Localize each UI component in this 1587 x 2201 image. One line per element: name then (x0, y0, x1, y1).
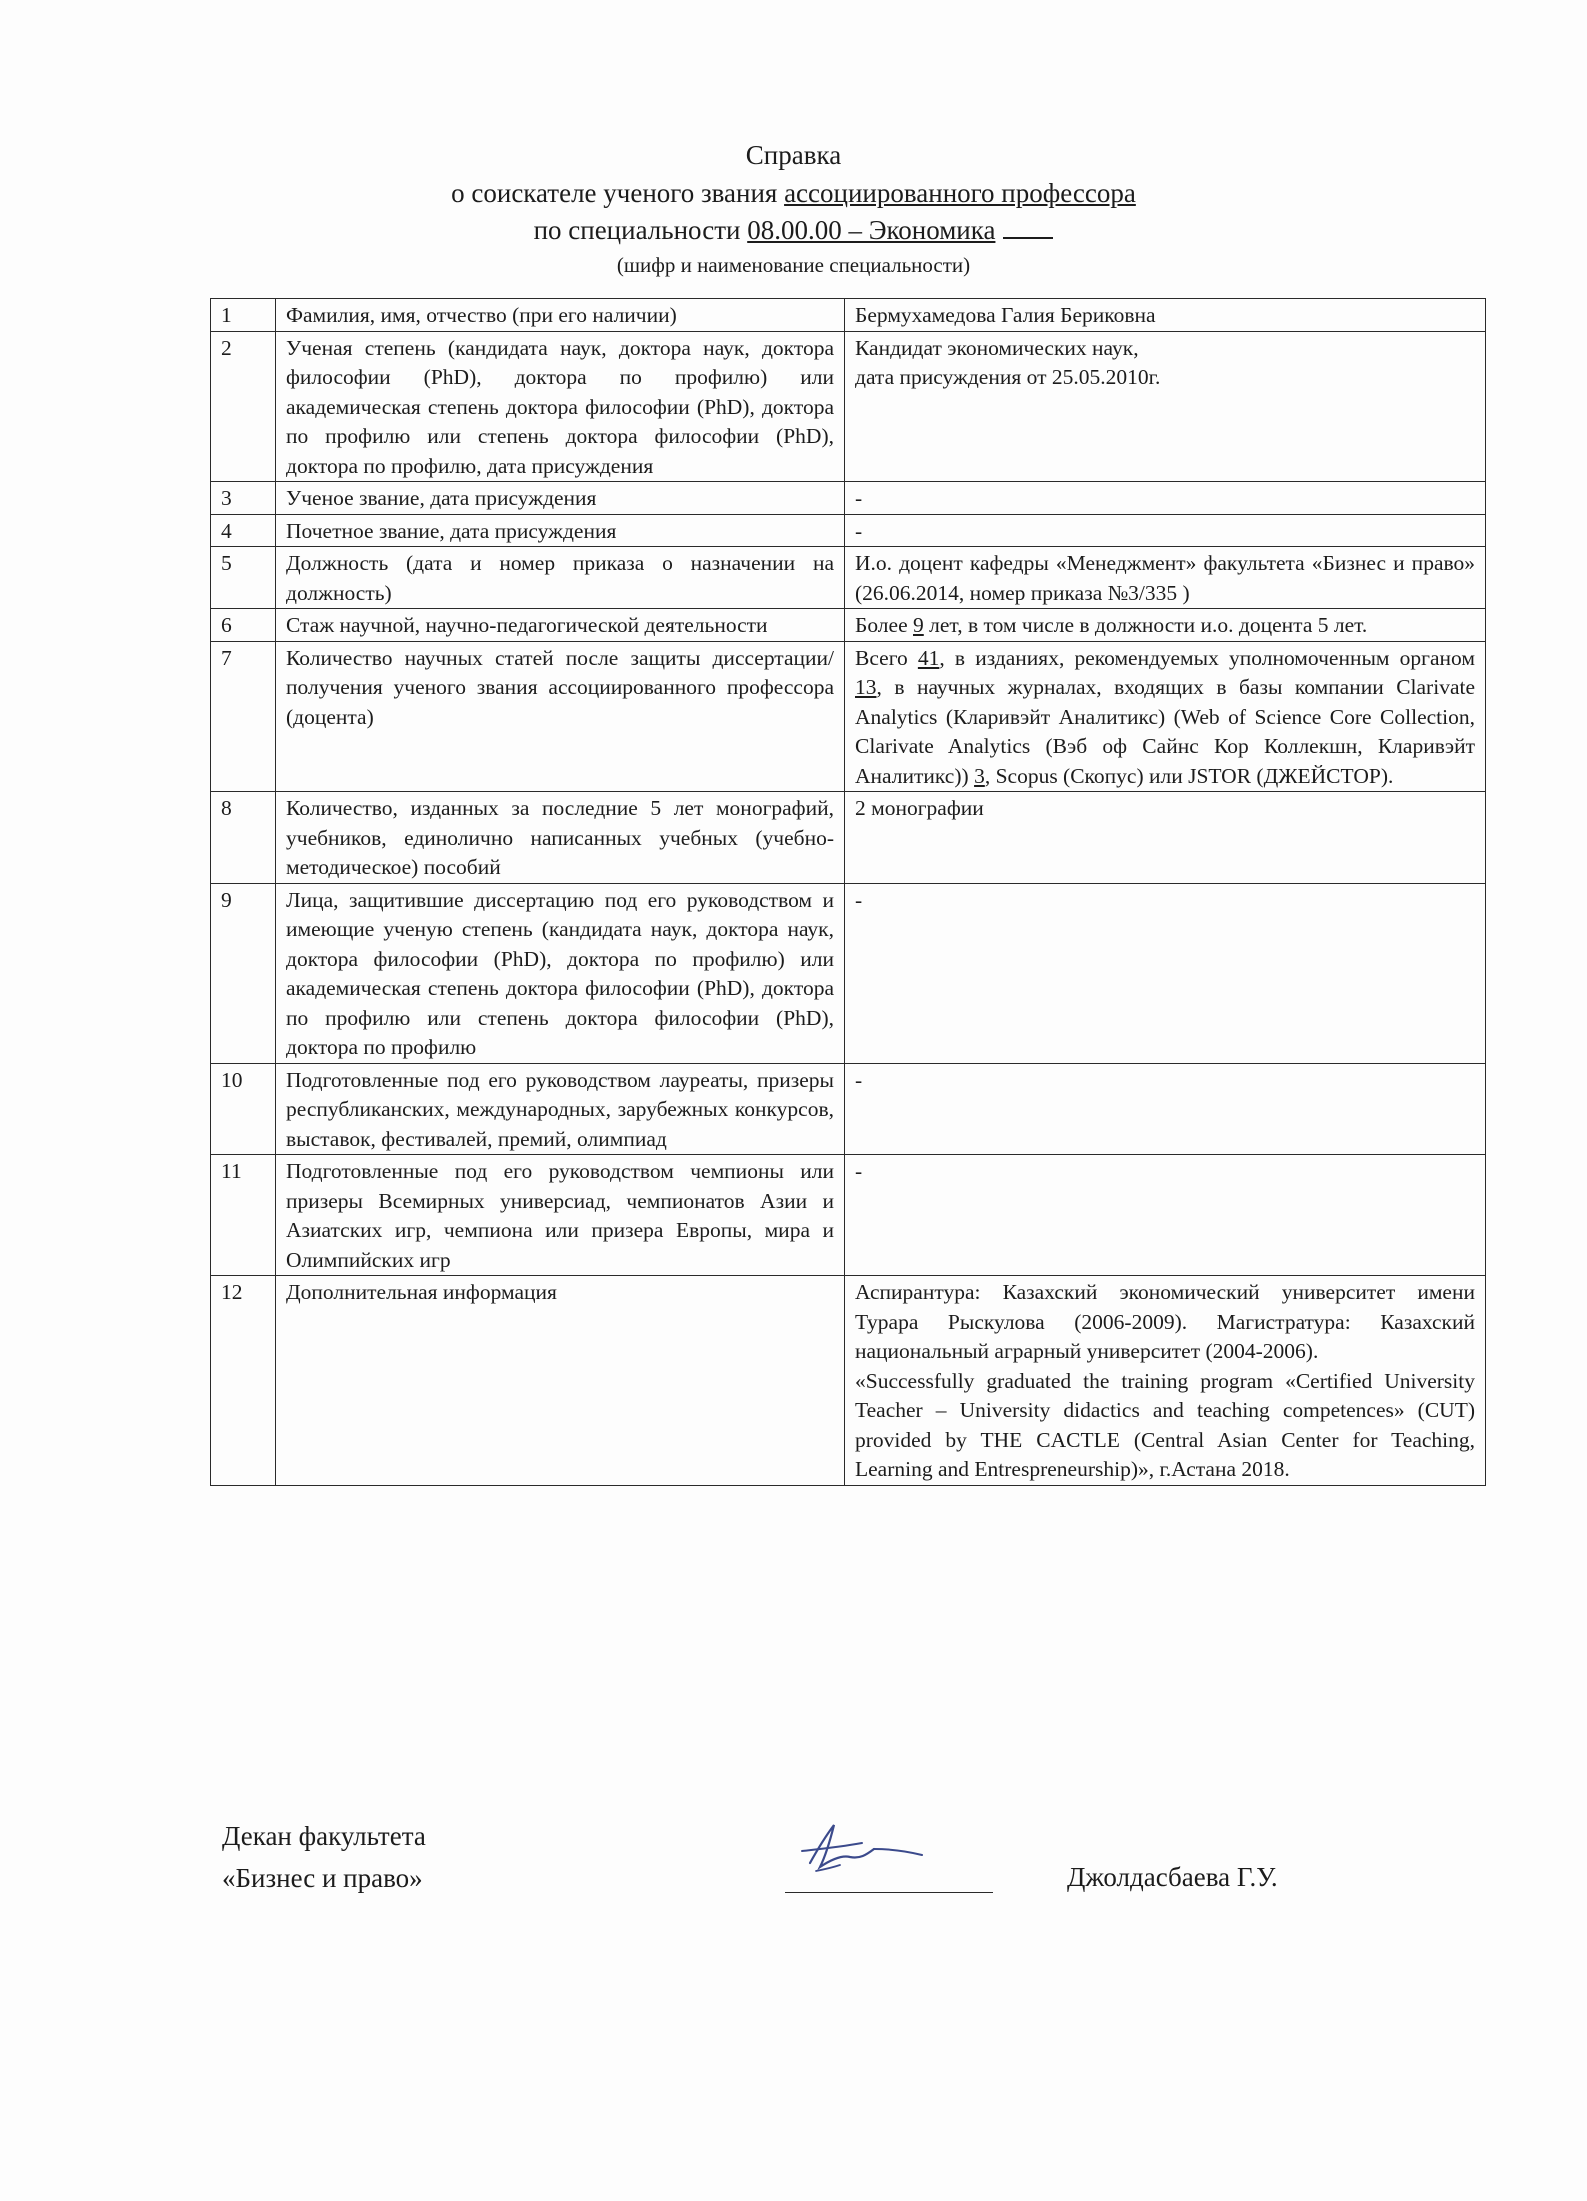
row-label: Фамилия, имя, отчество (при его наличии) (276, 299, 845, 332)
row-value (845, 331, 1486, 482)
row-value: - (845, 1063, 1486, 1155)
row-label: Подготовленные под его руководством чемпионы или призеры Всемирных универсиад, чемпионатов Азии и Азиатских игр, чемпиона или призера Европы, мира и Олимпийских игр (276, 1155, 845, 1276)
position-line: Декан факультета (222, 1821, 426, 1851)
table-row (211, 1063, 1486, 1155)
row-value (845, 1276, 1486, 1486)
academic-title: ассоциированного профессора (784, 178, 1136, 208)
row-number: 3 (211, 482, 276, 515)
row-value: - (845, 883, 1486, 1063)
articles-recommended-count: 13 (855, 675, 877, 699)
info-table (210, 298, 1486, 1486)
table-row (211, 883, 1486, 1063)
table-row (211, 1155, 1486, 1276)
table-row (211, 299, 1486, 332)
articles-total: 41 (917, 645, 940, 670)
table-row (211, 1276, 1486, 1486)
row-value: И.о. доцент кафедры «Менеджмент» факультета «Бизнес и право» (26.06.2014, номер приказа №3/335 ) (845, 547, 1486, 609)
articles-text-scopus: , Scopus (Скопус) или JSTOR (ДЖЕЙСТОР). (984, 763, 1394, 788)
row-value: - (845, 482, 1486, 515)
row-number: 12 (211, 1276, 276, 1486)
blank-underline (1003, 217, 1053, 239)
table-row (211, 641, 1486, 792)
row-number: 5 (211, 547, 276, 609)
articles-clarivate-count: 3 (974, 763, 985, 788)
articles-text-clarivate: , в научных журналах, входящих в базы компании Clarivate Analytics (Кларивэйт Аналитикс) (Web of Science Core Collection, Clarivate Analytics (Вэб оф Сайнс Кор Коллекшн, Кларивэйт Аналитикс)) (855, 675, 1475, 788)
row-value (845, 641, 1486, 792)
row-number: 7 (211, 641, 276, 792)
row-label: Лица, защитившие диссертацию под его руководством и имеющие ученую степень (кандидата наук, доктора наук, доктора философии (PhD), доктора по профилю) или академическая степень доктора философии (PhD), доктора по профилю или степень доктора философии (PhD), доктора по профилю (276, 883, 845, 1063)
specialty-code-name: 08.00.00 – Экономика (747, 215, 996, 245)
table-row (211, 792, 1486, 884)
row-value: 2 монографии (845, 792, 1486, 884)
applicant-title-prefix: о соискателе ученого звания (451, 178, 785, 208)
signature-line (785, 1892, 993, 1893)
specialty-hint: (шифр и наименование специальности) (616, 253, 971, 277)
row-label: Подготовленные под его руководством лауреаты, призеры республиканских, международных, зарубежных конкурсов, выставок, фестивалей, премий, олимпиад (276, 1063, 845, 1155)
table-row (211, 331, 1486, 482)
row-label: Почетное звание, дата присуждения (276, 514, 845, 547)
row-value: - (845, 1155, 1486, 1276)
row-label: Количество научных статей после защиты диссертации/получения ученого звания ассоциированного профессора (доцента) (276, 641, 845, 792)
experience-years: 9 (913, 613, 924, 637)
row-number: 4 (211, 514, 276, 547)
education-info: Аспирантура: Казахский экономический университет имени Турара Рыскулова (2006-2009). Магистратура: Казахский национальный аграрный университет (2004-2006). (855, 1280, 1475, 1363)
row-label: Должность (дата и номер приказа о назначении на должность) (276, 547, 845, 609)
table-row (211, 514, 1486, 547)
signatory-position (222, 1815, 426, 1899)
degree-date: дата присуждения от 25.05.2010г. (855, 365, 1161, 389)
row-label: Стаж научной, научно-педагогической деятельности (276, 609, 845, 642)
signatory-name: Джолдасбаева Г.У. (1067, 1862, 1278, 1892)
row-number: 6 (211, 609, 276, 642)
table-row (211, 482, 1486, 515)
articles-text-recommended: , в изданиях, рекомендуемых уполномоченным органом (939, 645, 1475, 670)
table-row (211, 609, 1486, 642)
applicant-title-line (0, 178, 1587, 209)
experience-suffix: лет, в том числе в должности и.о. доцента 5 лет. (923, 613, 1368, 637)
specialty-prefix: по специальности (533, 215, 748, 245)
row-number: 1 (211, 299, 276, 332)
row-value: - (845, 514, 1486, 547)
row-label: Ученое звание, дата присуждения (276, 482, 845, 515)
row-label: Ученая степень (кандидата наук, доктора наук, доктора философии (PhD), доктора по профилю) или академическая степень доктора философии (PhD), доктора по профилю или степень доктора философии (PhD), доктора по профилю, дата присуждения (276, 331, 845, 482)
table-row (211, 547, 1486, 609)
handwritten-signature (790, 1815, 940, 1885)
document-title: Справка (745, 140, 842, 170)
experience-prefix: Более (855, 613, 914, 637)
row-label: Дополнительная информация (276, 1276, 845, 1486)
row-value: Бермухамедова Галия Бериковна (845, 299, 1486, 332)
row-number: 8 (211, 792, 276, 884)
row-number: 10 (211, 1063, 276, 1155)
row-number: 2 (211, 331, 276, 482)
row-label: Количество, изданных за последние 5 лет монографий, учебников, единолично написанных учебных (учебно-методическое) пособий (276, 792, 845, 884)
specialty-line (0, 215, 1587, 246)
row-number: 11 (211, 1155, 276, 1276)
faculty-line: «Бизнес и право» (222, 1863, 423, 1893)
articles-prefix: Всего (855, 645, 918, 670)
row-value (845, 609, 1486, 642)
training-info: «Successfully graduated the training program «Certified University Teacher – University didactics and teaching competences» (CUT) provided by THE CACTLE (Central Asian Center for Teaching, Learning and Entrespreneurship)», г.Астана 2018. (855, 1368, 1475, 1481)
degree-name: Кандидат экономических наук, (855, 335, 1139, 360)
row-number: 9 (211, 883, 276, 1063)
